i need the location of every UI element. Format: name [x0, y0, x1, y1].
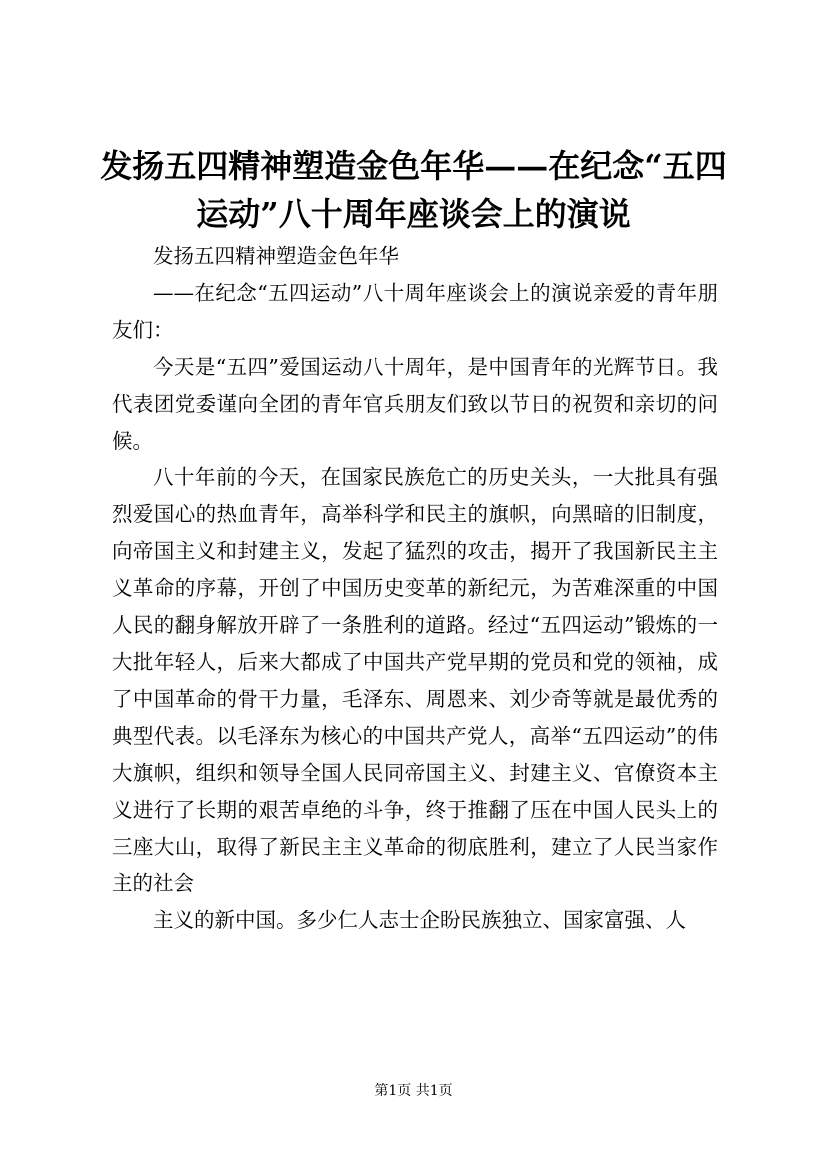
subtitle: 发扬五四精神塑造金色年华	[153, 244, 399, 268]
paragraph-history: 八十年前的今天，在国家民族危亡的历史关头，一大批具有强烈爱国心的热血青年，高举科学和民主的旗帜，向黑暗的旧制度，向帝国主义和封建主义，发起了猛烈的攻击，揭开了我国新民主主义革命的序幕，开创了中国历史变革的新纪元，为苦难深重的中国人民的翻身解放开辟了一条胜利的道路。经过“五四运动”锻炼的一大批年轻人，后来大都成了中国共产党早期的党员和党的领袖，成了中国革命的骨干力量，毛泽东、周恩来、刘少奇等就是最优秀的典型代表。以毛泽东为核心的中国共产党人，高举“五四运动”的伟大旗帜，组织和领导全国人民同帝国主义、封建主义、官僚资本主义进行了长期的艰苦卓绝的斗争，终于推翻了压在中国人民头上的三座大山，取得了新民主主义革命的彻底胜利，建立了人民当家作主的社会	[112, 465, 718, 896]
paragraph-salutation: ——在纪念“五四运动”八十周年座谈会上的演说亲爱的青年朋友们：	[112, 280, 718, 342]
paragraph-greeting: 今天是“五四”爱国运动八十周年，是中国青年的光辉节日。我代表团党委谨向全团的青年官兵朋友们致以节日的祝贺和亲切的问候。	[112, 354, 718, 453]
page-footer: 第1页 共1页	[374, 1083, 453, 1099]
document-title: 发扬五四精神塑造金色年华——在纪念“五四运动”八十周年座谈会上的演说	[100, 147, 727, 233]
document-body	[112, 238, 718, 939]
paragraph-continued: 主义的新中国。多少仁人志士企盼民族独立、国家富强、人	[153, 908, 686, 933]
